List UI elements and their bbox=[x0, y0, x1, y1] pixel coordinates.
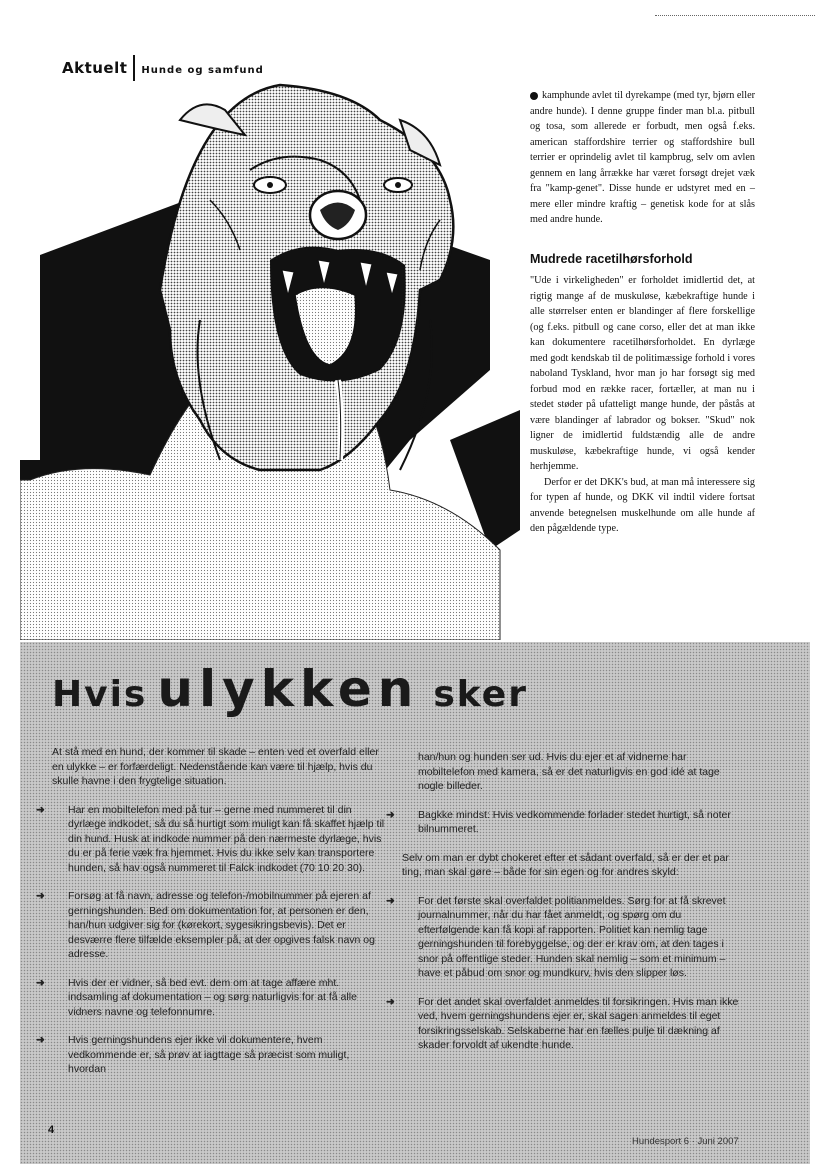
article-left-column bbox=[36, 745, 390, 1091]
title-word-1: Hvis bbox=[52, 674, 148, 715]
article-intro: At stå med en hund, der kommer til skade – enten ved et overfald eller en ulykke – er forfærdeligt. Nedenstående kan være til hjælp, hvis du skulle havne i den frygtelige situation. bbox=[52, 746, 379, 787]
sidebar-paragraph-1: "Ude i virkeligheden" er forholdet imidlertid det, at rigtig mange af de muskuløse, kæbekraftige hunde i alle størrelser enten er blandinger af flere forskellige (og f.eks. pitbull og cane corso, eller det at man ikke kan dokumentere racetilhørsforholdet. En dyrlæge med godt kendskab til de politimæssige forhold i vores naboland Tyskland, hvor man jo har forsøgt sig med forbud mod en række racer, fortæller, at man nu i stedet støder på ufatteligt mange hunde, der påstås at være blandinger af labrador og bokser. "Skud" nok ligner de imidlertid fuldstændig alle de andre muskuløse, kæbekraftige hunde, vi også kender herhjemme. bbox=[530, 275, 755, 472]
top-rule bbox=[655, 15, 815, 16]
subsection-label: Hunde og samfund bbox=[141, 64, 264, 76]
arrow-icon: ➜ bbox=[36, 1034, 45, 1046]
sidebar-intro-text: kamphunde avlet til dyrekampe (med tyr, bjørn eller andre hunde). I denne gruppe finder man bl.a. pitbull og tosa, som allerede er forbudt, men også f.eks. american staffordshire terrier og staffordshire bull terrier er oprindelig avlet til kampbrug, selv om avlen gennem en lang årrække har været forsøgt drejet væk fra "kamp-genet". Disse hunde er udstyret med en – mere eller mindre kraftig – genetisk kode for at slås med andre hunde. bbox=[530, 90, 755, 225]
article-right-column bbox=[386, 750, 742, 1067]
sidebar-heading: Mudrede racetilhørsforhold bbox=[530, 251, 693, 266]
list-item: ➜ For det første skal overfaldet politianmeldes. Sørg for at få skrevet journalnummer, når du har fået anmeldt, og spørg om du efterfølgende kan få kopi af rapporten. Politiet kan nemlig tage gerningshunden til forebyggelse, og der er krav om, at den tages i snor på offentlige steder. Hunden skal nemlig – som et minimum – have et påbud om snor og mundkurv, hvis den slipper løs. bbox=[386, 894, 726, 979]
section-label: Aktuelt bbox=[62, 59, 128, 77]
continued-text: han/hun og hunden ser ud. Hvis du ejer et af vidnerne har mobiltelefon med kamera, så er det naturligvis en god idé at tage nogle billeder. bbox=[418, 751, 720, 792]
sidebar-column bbox=[530, 88, 755, 537]
mid-paragraph: Selv om man er dybt chokeret efter et sådant overfald, så er der et par ting, man skal gøre – både for sin egen og for andres skyld: bbox=[402, 851, 729, 878]
article-title bbox=[52, 660, 528, 718]
list-item: ➜ Hvis der er vidner, så bed evt. dem om at tage affære mht. indsamling af dokumentation – og sørg naturligvis for at få alle vidners navne og telefonnumre. bbox=[36, 976, 357, 1018]
list-item: ➜ Har en mobiltelefon med på tur – gerne med nummeret til din dyrlæge indkodet, så du så hurtigt som muligt kan få skaffet hjælp til din hund. Husk at indkode nummer på den nærmeste dyrlæge, hvis du er på ferie væk fra hjemmet. Hvis du ikke selv kan transportere hunden, så hav også nummeret til Falck indkodet (70 10 20 30). bbox=[36, 803, 385, 874]
arrow-icon: ➜ bbox=[386, 995, 395, 1008]
sidebar-intro bbox=[530, 88, 755, 228]
list-item: ➜ Forsøg at få navn, adresse og telefon-/mobilnummer på ejeren af gerningshunden. Bed om dokumentation for, at personen er den, han/hun udgiver sig for (kørekort, sygesikringsbevis). Det er desværre flere tilfælde eksempler på, at der opgives falsk navn og adresse. bbox=[36, 890, 375, 960]
arrow-icon: ➜ bbox=[386, 808, 395, 821]
dog-illustration bbox=[20, 80, 520, 640]
section-header bbox=[62, 55, 264, 81]
arrow-icon: ➜ bbox=[386, 894, 395, 907]
magazine-footer: Hundesport 6 · Juni 2007 bbox=[632, 1136, 739, 1147]
arrow-icon: ➜ bbox=[36, 890, 45, 902]
bullet-icon bbox=[530, 92, 538, 100]
list-item: ➜ Bagkke mindst: Hvis vedkommende forlader stedet hurtigt, så noter bilnummeret. bbox=[386, 808, 731, 835]
list-item: ➜ For det andet skal overfaldet anmeldes til forsikringen. Hvis man ikke ved, hvem gerningshundens ejer er, skal sagen anmeldes til eget forsikringsselskab. Selskaberne har en fælles pulje til dækning af skader forvoldt af ukendte hunde. bbox=[386, 995, 739, 1051]
header-divider bbox=[133, 55, 135, 81]
page-number: 4 bbox=[48, 1124, 55, 1136]
sidebar-paragraph-2: Derfor er det DKK's bud, at man må interessere sig for typen af hunde, og DKK vil indtil videre fortsat anvende betegnelsen muskelhunde om alle hunde af den pågældende type. bbox=[530, 476, 755, 534]
title-word-2: ulykken bbox=[157, 660, 420, 718]
list-item: ➜ Hvis gerningshundens ejer ikke vil dokumentere, hvem vedkommende er, så prøv at iagttage så præcist som muligt, hvordan bbox=[36, 1034, 350, 1075]
arrow-icon: ➜ bbox=[36, 803, 45, 816]
arrow-icon: ➜ bbox=[36, 976, 45, 989]
title-word-3: sker bbox=[433, 674, 528, 715]
